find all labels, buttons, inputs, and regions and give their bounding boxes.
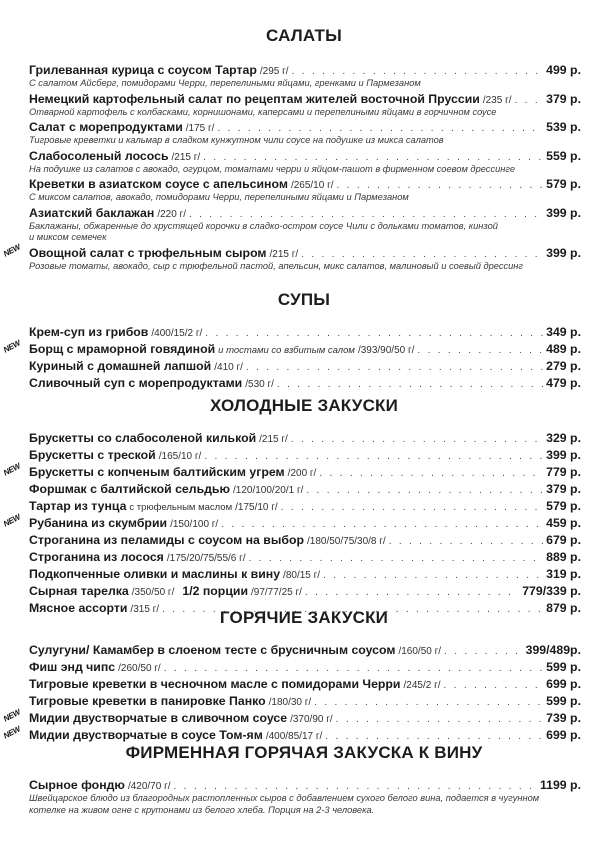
item-price: 329 р. xyxy=(546,431,581,445)
item-name: Брускетты с копченым балтийским угрем xyxy=(29,465,285,479)
item-weight: /175/20/75/55/6 г/ xyxy=(166,553,246,564)
dot-leader xyxy=(281,499,543,516)
item-price: 699 р. xyxy=(546,728,581,742)
new-badge: NEW xyxy=(1,512,22,529)
item-description-continued: и миксом семечек xyxy=(29,232,107,242)
item-name: Тигровые креветки в чесночном масле с помидорами Черри xyxy=(29,677,401,691)
dot-leader xyxy=(417,342,543,359)
section-soups xyxy=(0,290,608,392)
section-cold-appetizers xyxy=(0,396,608,617)
dot-leader xyxy=(291,431,543,448)
item-weight: /215 г/ xyxy=(259,434,288,445)
dot-leader xyxy=(305,584,519,601)
dot-leader xyxy=(314,694,543,711)
item-note: и тостами со взбитым салом xyxy=(218,345,355,356)
menu-item xyxy=(29,532,581,549)
item-price: 479 р. xyxy=(546,376,581,390)
new-badge: NEW xyxy=(1,707,22,724)
item-weight: /150/100 г/ xyxy=(170,519,219,530)
new-badge: NEW xyxy=(1,338,22,355)
item-price: 879 р. xyxy=(546,601,581,615)
menu-item xyxy=(29,176,581,204)
item-name: Салат с морепродуктами xyxy=(29,120,183,134)
dot-leader xyxy=(444,643,523,660)
menu-item xyxy=(29,91,581,119)
item-price: 399 р. xyxy=(546,205,581,220)
new-badge: NEW xyxy=(1,241,22,259)
item-name: Форшмак с балтийской сельдью xyxy=(29,482,230,496)
item-price: 599 р. xyxy=(546,660,581,674)
menu-item xyxy=(29,430,581,447)
item-weight: /80/15 г/ xyxy=(283,570,321,581)
item-weight: /175/10 г/ xyxy=(235,502,278,513)
item-name: Мясное ассорти xyxy=(29,601,128,615)
item-name: Овощной салат с трюфельным сыром xyxy=(29,245,267,260)
menu-item xyxy=(29,62,581,90)
item-note: с трюфельным маслом xyxy=(129,502,233,513)
item-price: 399 р. xyxy=(546,448,581,462)
menu-item xyxy=(29,375,581,392)
dot-leader xyxy=(301,246,543,263)
item-price: 489 р. xyxy=(546,342,581,356)
menu-item xyxy=(29,148,581,176)
item-price: 779 р. xyxy=(546,465,581,479)
menu-item xyxy=(29,676,581,693)
item-price: 399/489р. xyxy=(525,643,581,657)
dot-leader xyxy=(306,482,543,499)
menu-item xyxy=(29,205,581,244)
dot-leader xyxy=(249,550,544,567)
item-weight: /260/50 г/ xyxy=(118,663,161,674)
item-price: 679 р. xyxy=(546,533,581,547)
item-weight: /410 г/ xyxy=(214,362,243,373)
menu-item xyxy=(29,481,581,498)
item-name: Сырная тарелка xyxy=(29,584,129,598)
menu-item xyxy=(29,583,581,600)
signature-list xyxy=(29,777,581,816)
item-name: Тартар из тунца xyxy=(29,499,127,513)
menu-item xyxy=(1,241,581,273)
cold-list xyxy=(1,430,581,617)
item-price: 499 р. xyxy=(546,63,581,77)
menu-item xyxy=(1,724,581,744)
item-weight: /295 г/ xyxy=(259,66,289,77)
section-title: САЛАТЫ xyxy=(266,26,342,45)
item-name: Сулугуни/ Камамбер в слоеном тесте с брусничным соусом xyxy=(29,643,396,657)
item-description: Баклажаны, обжаренные до хрустящей корочки в сладко-остром соусе Чили с дольками томатов, кинзой xyxy=(29,220,498,231)
item-price: 459 р. xyxy=(546,516,581,530)
item-description: Розовые томаты, авокадо, сыр с трюфельной пастой, апельсин, микс салатов, малиновый и соевый дрессинг xyxy=(29,260,524,271)
item-price: 889 р. xyxy=(546,550,581,564)
dot-leader xyxy=(204,448,543,465)
item-description: С салатом Айсберг, помидорами Черри, перепелиными яйцами, гренками и Пармезаном xyxy=(29,78,421,88)
item-price: 579 р. xyxy=(546,499,581,513)
dot-leader xyxy=(323,567,543,584)
item-price: 1199 р. xyxy=(539,778,581,792)
section-salads xyxy=(0,26,608,273)
soups-list xyxy=(1,324,581,392)
hot-list xyxy=(1,642,581,744)
menu-item xyxy=(29,498,581,515)
item-weight: /175 г/ xyxy=(185,123,215,134)
item-weight: /370/90 г/ xyxy=(290,714,333,725)
item-name: Сырное фондю xyxy=(29,778,125,792)
item-weight: /215 г/ xyxy=(171,151,201,163)
item-name: Немецкий картофельный салат по рецептам жителей восточной Пруссии xyxy=(29,91,480,106)
dot-leader xyxy=(389,533,543,550)
item-name: Тигровые креветки в панировке Панко xyxy=(29,694,266,708)
item-weight: /393/90/50 г/ xyxy=(357,345,415,356)
item-weight: /245/2 г/ xyxy=(403,680,441,691)
half-portion-weight: /97/77/25 г/ xyxy=(251,587,302,598)
item-weight: /265/10 г/ xyxy=(290,180,334,191)
item-name: Строганина из лосося xyxy=(29,550,164,564)
item-price: 399 р. xyxy=(546,245,581,260)
menu-item xyxy=(29,777,581,816)
item-weight: /420/70 г/ xyxy=(127,781,171,792)
item-price: 599 р. xyxy=(546,694,581,708)
section-title: ГОРЯЧИЕ ЗАКУСКИ xyxy=(219,608,389,627)
salads-list xyxy=(1,62,581,272)
item-weight: /530 г/ xyxy=(245,379,274,390)
item-name: Грилеванная курица с соусом Тартар xyxy=(29,63,257,77)
item-description: С миксом салатов, авокадо, помидорами Черри, перепелиными яйцами и Пармезаном xyxy=(29,192,409,202)
item-name: Слабосоленый лосось xyxy=(29,148,169,163)
dot-leader xyxy=(246,359,543,376)
section-signature xyxy=(0,743,608,817)
menu-item xyxy=(29,659,581,676)
item-name: Подкопченные оливки и маслины к вину xyxy=(29,567,281,581)
item-price: 739 р. xyxy=(546,711,581,725)
dot-leader xyxy=(319,465,543,482)
item-price: 379 р. xyxy=(546,91,581,106)
menu-item xyxy=(29,642,581,659)
item-price: 319 р. xyxy=(546,567,581,581)
item-description-continued: котелке на живом огне с крутонами из белого хлеба. Порция на 2-3 человека. xyxy=(29,804,375,815)
item-weight: /180/50/75/30/8 г/ xyxy=(306,536,386,547)
item-price: 379 р. xyxy=(546,482,581,496)
menu-item xyxy=(1,461,581,481)
item-description: Отварной картофель с колбасками, корнишонами, каперсами и перепелиными яйцами в горчичном соусе xyxy=(29,106,497,117)
item-name: Брускетты со слабосоленой килькой xyxy=(29,431,257,445)
item-name: Борщ с мраморной говядиной xyxy=(29,342,216,356)
menu-item xyxy=(29,358,581,375)
menu-item xyxy=(1,512,581,532)
dot-leader xyxy=(336,711,543,728)
section-title: СУПЫ xyxy=(277,290,331,309)
item-weight: /165/10 г/ xyxy=(158,451,202,462)
new-badge: NEW xyxy=(1,724,22,741)
item-name: Крем-суп из грибов xyxy=(29,325,149,339)
item-description: Тигровые креветки и кальмар в сладком кунжутном чили соусе на подушке из микса салатов xyxy=(29,135,444,145)
item-weight: /215 г/ xyxy=(269,248,299,260)
item-weight: /160/50 г/ xyxy=(398,646,442,657)
menu-item xyxy=(29,549,581,566)
menu-item xyxy=(29,324,581,341)
dot-leader xyxy=(189,206,543,223)
dot-leader xyxy=(203,149,543,166)
item-description: На подушке из салатов с авокадо, огурцом, томатами черри и яйцом-пашот в фирменном соевом дрессинге xyxy=(29,163,516,174)
dot-leader xyxy=(221,516,543,533)
item-price: 579 р. xyxy=(546,177,581,191)
dot-leader xyxy=(205,325,543,342)
dot-leader xyxy=(444,677,544,694)
item-name: Брускетты с треской xyxy=(29,448,156,462)
item-price: 699 р. xyxy=(546,677,581,691)
item-weight: /400/15/2 г/ xyxy=(151,328,203,339)
item-name: Мидии двустворчатые в соусе Том-ям xyxy=(29,728,263,742)
item-weight: /220 г/ xyxy=(157,208,186,220)
new-badge: NEW xyxy=(1,461,22,478)
menu-item xyxy=(29,566,581,583)
item-weight: /315 г/ xyxy=(130,604,160,615)
menu-item xyxy=(29,693,581,710)
item-weight: /235 г/ xyxy=(482,94,512,106)
item-name: Мидии двустворчатые в сливочном соусе xyxy=(29,711,288,725)
item-weight: /200 г/ xyxy=(287,468,317,479)
section-title: ХОЛОДНЫЕ ЗАКУСКИ xyxy=(209,396,399,415)
menu-item xyxy=(29,447,581,464)
item-weight: /350/50 г/ xyxy=(131,587,175,598)
item-price: 779/339 р. xyxy=(522,584,581,598)
item-name: Креветки в азиатском соусе с апельсином xyxy=(29,177,288,191)
item-name: Фиш энд чипс xyxy=(29,660,116,674)
item-name: Сливочный суп с морепродуктами xyxy=(29,376,243,390)
item-description: Швейцарское блюдо из благородных растопленных сыров с добавлением сухого белого вина, подается в чугунном xyxy=(29,793,540,803)
section-title: ФИРМЕННАЯ ГОРЯЧАЯ ЗАКУСКА К ВИНУ xyxy=(125,743,483,762)
dot-leader xyxy=(164,660,543,677)
menu-item xyxy=(1,338,581,358)
menu-item xyxy=(29,119,581,147)
menu-item xyxy=(1,707,581,727)
dot-leader xyxy=(515,92,544,109)
item-weight: /400/85/17 г/ xyxy=(265,731,323,742)
item-price: 559 р. xyxy=(546,148,581,163)
item-price: 349 р. xyxy=(546,325,581,339)
item-name: Куриный с домашней лапшой xyxy=(29,359,212,373)
item-price: 539 р. xyxy=(546,120,581,134)
section-hot-appetizers xyxy=(0,608,608,744)
item-name: Строганина из пеламиды с соусом на выбор xyxy=(29,533,304,547)
item-name: Азиатский баклажан xyxy=(29,205,155,220)
item-weight: /180/30 г/ xyxy=(268,697,312,708)
dot-leader xyxy=(277,376,543,393)
item-weight: /120/100/20/1 г/ xyxy=(233,485,304,496)
item-price: 279 р. xyxy=(546,359,581,373)
item-name: Рубанина из скумбрии xyxy=(29,516,168,530)
half-portion-label: 1/2 порции xyxy=(182,584,248,598)
